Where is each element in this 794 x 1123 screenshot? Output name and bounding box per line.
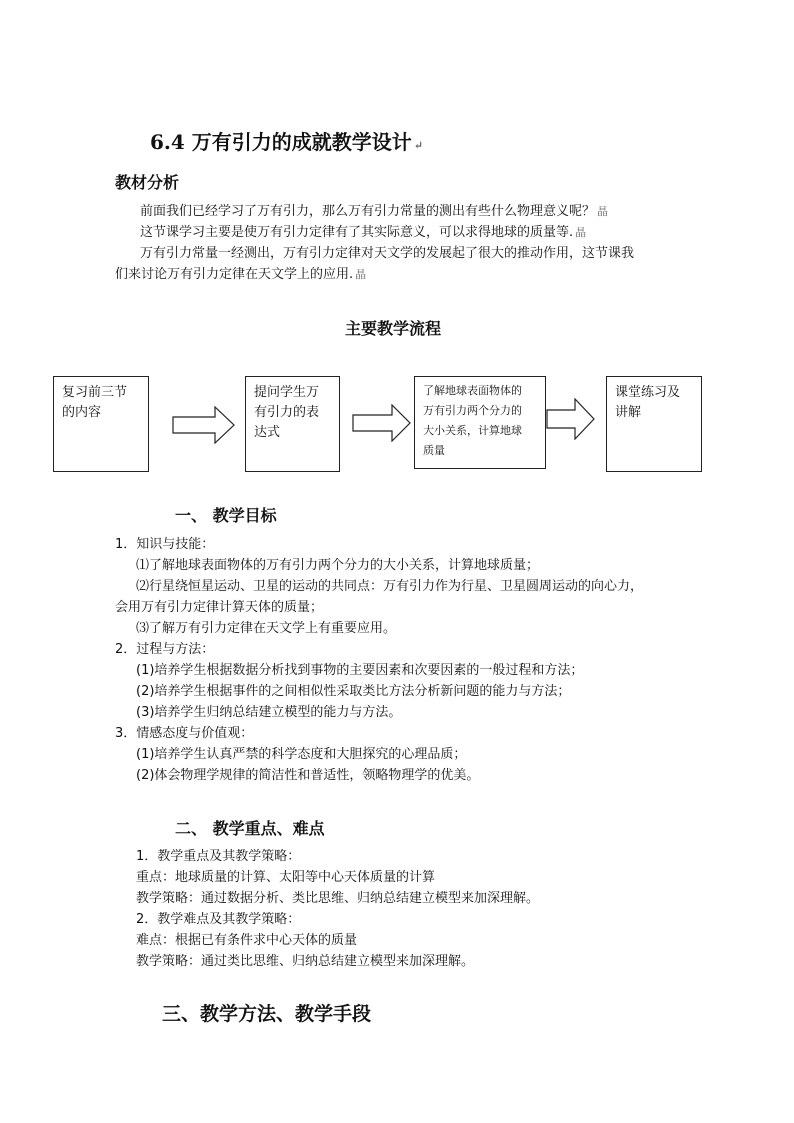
flow-box-practice (606, 376, 702, 472)
flow-arrow-icon (546, 398, 596, 440)
goals-line: 会用万有引力定律计算天体的质量； (115, 600, 324, 615)
goals-line: 3．情感态度与价值观： (115, 726, 254, 741)
flow-box-line: 复习前三节 (62, 385, 128, 400)
analysis-p1-text: 前面我们已经学习了万有引力，那么万有引力常量的测出有些什么物理意义呢？ (140, 204, 596, 219)
keypoints-line: 教学策略：通过数据分析、类比思维、归纳总结建立模型来加深理解。 (136, 891, 540, 906)
flow-box-line: 有引力的表 (254, 405, 320, 420)
flow-box-line: 达式 (254, 425, 281, 440)
keypoints-line: 1．教学重点及其教学策略： (136, 849, 301, 864)
flow-arrow-icon (352, 404, 412, 442)
goals-line: ⑵行星绕恒星运动、卫星的运动的共同点：万有引力作为行星、卫星圆周运动的向心力， (136, 579, 644, 594)
goals-line: ⑴了解地球表面物体的万有引力两个分力的大小关系，计算地球质量； (136, 558, 540, 573)
flow-heading: 主要教学流程 (345, 319, 442, 338)
flow-box-question (245, 376, 340, 472)
analysis-heading: 教材分析 (115, 173, 180, 192)
analysis-paragraph-3a: 万有引力常量一经测出，万有引力定律对天文学的发展起了很大的推动作用，这节课我 (140, 246, 635, 261)
goals-line: (2)体会物理学规律的简洁性和普适性，领略物理学的优美。 (136, 768, 480, 783)
page-title (150, 126, 423, 155)
flow-arrow-icon (172, 406, 236, 444)
methods-heading: 三、教学方法、教学手段 (162, 1003, 372, 1025)
analysis-paragraph-3b (115, 264, 366, 285)
goals-heading: 一、 教学目标 (175, 506, 277, 525)
flow-box-line: 质量 (423, 444, 445, 457)
flow-box-line: 了解地球表面物体的 (423, 384, 522, 397)
goals-line: 2．过程与方法： (115, 642, 215, 657)
analysis-p3b-text: 们来讨论万有引力定律在天文学上的应用. (115, 267, 354, 282)
paragraph-mark: 晶 (355, 268, 367, 281)
goals-line: ⑶了解万有引力定律在天文学上有重要应用。 (136, 621, 397, 636)
flow-box-review (53, 376, 149, 472)
analysis-paragraph-2 (140, 222, 586, 243)
analysis-paragraph-1 (140, 201, 608, 222)
goals-line: 1．知识与技能： (115, 537, 215, 552)
flow-box-line: 提问学生万 (254, 385, 320, 400)
flow-box-line: 大小关系，计算地球 (423, 424, 522, 437)
goals-line: (2)培养学生根据事件的之间相似性采取类比方法分析新问题的能力与方法； (136, 684, 571, 699)
flow-box-line: 课堂练习及 (615, 385, 681, 400)
page-title-text: 6.4 万有引力的成就教学设计 (150, 130, 412, 154)
keypoints-heading: 二、 教学重点、难点 (175, 819, 325, 838)
paragraph-mark: 晶 (597, 205, 609, 218)
flow-box-earth-mass (414, 376, 546, 469)
goals-line: (3)培养学生归纳总结建立模型的能力与方法。 (136, 705, 402, 720)
keypoints-line: 2．教学难点及其教学策略： (136, 912, 301, 927)
flow-box-line: 的内容 (62, 405, 102, 420)
goals-line: (1)培养学生认真严禁的科学态度和大胆探究的心理品质； (136, 747, 467, 762)
keypoints-line: 教学策略：通过类比思维、归纳总结建立模型来加深理解。 (136, 954, 475, 969)
flow-box-line: 万有引力两个分力的 (423, 404, 522, 417)
goals-line: (1)培养学生根据数据分析找到事物的主要因素和次要因素的一般过程和方法； (136, 663, 584, 678)
keypoints-line: 重点：地球质量的计算、太阳等中心天体质量的计算 (136, 870, 436, 885)
flow-box-line: 讲解 (615, 405, 642, 420)
return-mark: ↵ (413, 139, 423, 152)
analysis-p2-text: 这节课学习主要是使万有引力定律有了其实际意义，可以求得地球的质量等. (140, 225, 574, 240)
paragraph-mark: 晶 (575, 226, 587, 239)
keypoints-line: 难点：根据已有条件求中心天体的质量 (136, 933, 358, 948)
